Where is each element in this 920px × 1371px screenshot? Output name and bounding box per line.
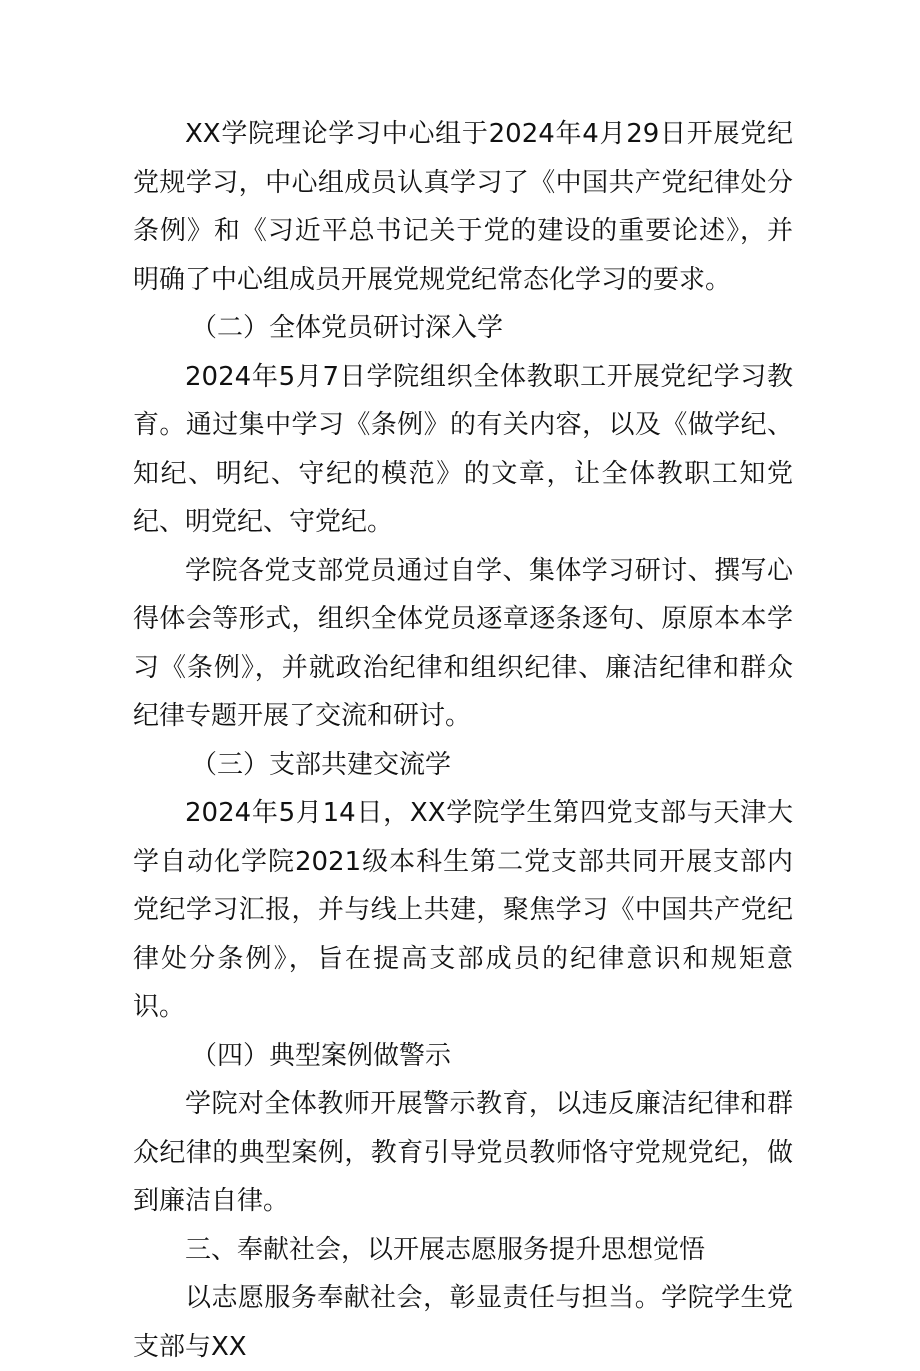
section-heading-three: 三、奉献社会，以开展志愿服务提升思想觉悟	[185, 1234, 706, 1265]
section-heading-3: （三）支部共建交流学	[191, 749, 452, 780]
section-heading-2: （二）全体党员研讨深入学	[191, 313, 504, 343]
paragraph-staff-education: 2024年5月7日学院组织全体教职工开展党纪学习教育。通过集中学习《条例》的有关内容，以及《做学纪、知纪、明纪、守纪的模范》的文章，让全体教职工知党纪、明党纪、守党纪。	[133, 361, 793, 537]
paragraph-branch-study: 学院各党支部党员通过自学、集体学习研讨、撰写心得体会等形式，组织全体党员逐章逐条逐句、原原本本学习《条例》，并就政治纪律和组织纪律、廉洁纪律和群众纪律专题开展了交流和研讨。	[133, 555, 793, 731]
paragraph-warning-education: 学院对全体教师开展警示教育，以违反廉洁纪律和群众纪律的典型案例，教育引导党员教师恪守党规党纪，做到廉洁自律。	[133, 1089, 793, 1216]
section-heading-4: （四）典型案例做警示	[191, 1040, 452, 1071]
paragraph-joint-branch: 2024年5月14日，XX学院学生第四党支部与天津大学自动化学院2021级本科生第二党支部共同开展支部内党纪学习汇报，并与线上共建，聚焦学习《中国共产党纪律处分条例》，旨在提高支部成员的纪律意识和规矩意识。	[133, 798, 793, 1022]
paragraph-study-center-group: XX学院理论学习中心组于2024年4月29日开展党纪党规学习，中心组成员认真学习了《中国共产党纪律处分条例》和《习近平总书记关于党的建设的重要论述》，并明确了中心组成员开展党规党纪常态化学习的要求。	[133, 119, 793, 295]
document-body	[133, 110, 793, 1371]
paragraph-volunteer-service: 以志愿服务奉献社会，彰显责任与担当。学院学生党支部与XX	[133, 1283, 793, 1362]
